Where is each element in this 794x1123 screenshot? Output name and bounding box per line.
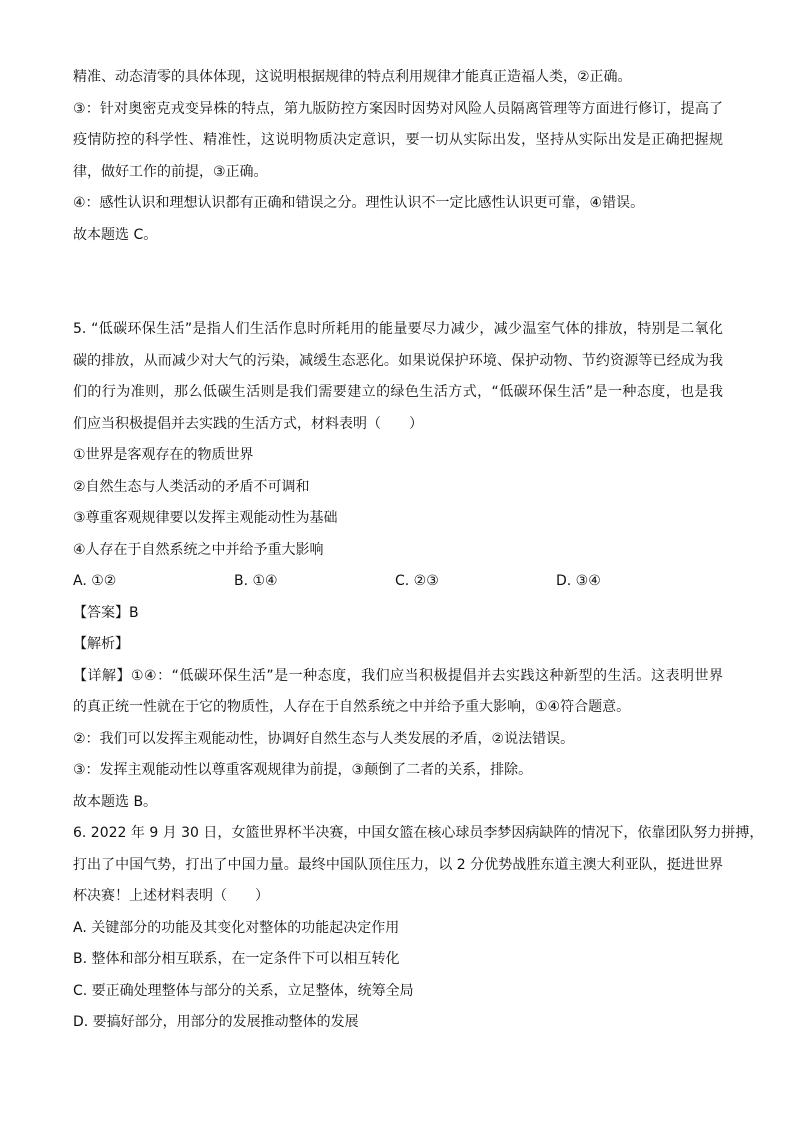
- paragraph-line: 律，做好工作的前提，③正确。: [73, 163, 268, 180]
- question-stem-line: 们的行为准则，那么低碳生活则是我们需要建立的绿色生活方式，“低碳环保生活”是一种态度，也是我: [73, 384, 723, 400]
- option-a: A. ①②: [73, 573, 117, 589]
- option-c: C. 要正确处理整体与部分的关系，立足整体，统筹全局: [73, 982, 414, 999]
- detail-line: 的真正统一性就在于它的物质性，人存在于自然系统之中并给予重大影响，①④符合题意。: [73, 699, 631, 715]
- analysis-heading: 【解析】: [73, 636, 129, 652]
- spacer: [73, 251, 723, 314]
- question-stem-line: 杯决赛！上述材料表明（ ）: [73, 888, 269, 904]
- option-d: D. 要搞好部分，用部分的发展推动整体的发展: [73, 1014, 359, 1030]
- question-stem-line: 打出了中国气势，打出了中国力量。最终中国队顶住压力，以 2 分优势战胜东道主澳大利亚队，挺进世界: [73, 856, 723, 873]
- detail-tag: 【详解】: [73, 667, 131, 684]
- paragraph-line: 精准、动态清零的具体体现，这说明根据规律的特点利用规律才能真正造福人类，②正确。: [73, 69, 632, 85]
- statement-item: ③尊重客观规律要以发挥主观能动性为基础: [73, 510, 338, 526]
- answer-line: [73, 598, 723, 630]
- option-d: D. ③④: [556, 573, 601, 589]
- answer-value: B: [129, 604, 139, 621]
- question-stem-line: 们应当积极提倡并去实践的生活方式，材料表明（ ）: [73, 415, 423, 432]
- detail-line: [73, 661, 723, 693]
- answer-tag: 【答案】: [73, 604, 129, 621]
- statement-item: ②自然生态与人类活动的矛盾不可调和: [73, 478, 310, 495]
- answer-options: [73, 566, 723, 598]
- conclusion-line: 故本题选 C。: [73, 226, 158, 243]
- detail-line: ③：发挥主观能动性以尊重客观规律为前提，③颠倒了二者的关系，排除。: [73, 762, 533, 778]
- paragraph-line: ④：感性认识和理想认识都有正确和错误之分。理性认识不一定比感性认识更可靠，④错误。: [73, 195, 645, 211]
- question-stem-line: 6. 2022 年 9 月 30 日，女篮世界杯半决赛，中国女篮在核心球员李梦因病缺阵的情况下，依靠团队努力拼搏，: [73, 825, 764, 841]
- conclusion-line: 故本题选 B。: [73, 793, 158, 810]
- option-a: A. 关键部分的功能及其变化对整体的功能起决定作用: [73, 919, 400, 936]
- option-c: C. ②③: [395, 573, 439, 589]
- statement-item: ④人存在于自然系统之中并给予重大影响: [73, 541, 324, 558]
- option-b: B. 整体和部分相互联系，在一定条件下可以相互转化: [73, 951, 400, 967]
- option-b: B. ①④: [234, 573, 278, 589]
- statement-item: ①世界是客观存在的物质世界: [73, 447, 254, 463]
- paragraph-line: ③：针对奥密克戎变异株的特点，第九版防控方案因时因势对风险人员隔离管理等方面进行修订，提高了: [73, 100, 723, 117]
- paragraph-line: 疫情防控的科学性、精准性，这说明物质决定意识，要一切从实际出发，坚持从实际出发是正确把握规: [73, 132, 723, 148]
- detail-text: ①④：“低碳环保生活”是一种态度，我们应当积极提倡并去实践这种新型的生活。这表明世界: [131, 667, 724, 684]
- question-stem-line: 5. “低碳环保生活”是指人们生活作息时所耗用的能量要尽力减少，减少温室气体的排放，特别是二氧化: [73, 321, 723, 337]
- detail-line: ②：我们可以发挥主观能动性，协调好自然生态与人类发展的矛盾，②说法错误。: [73, 730, 575, 747]
- question-stem-line: 碳的排放，从而减少对大气的污染，减缓生态恶化。如果说保护环境、保护动物、节约资源等已经成为我: [73, 352, 723, 369]
- document-content: [73, 62, 764, 1039]
